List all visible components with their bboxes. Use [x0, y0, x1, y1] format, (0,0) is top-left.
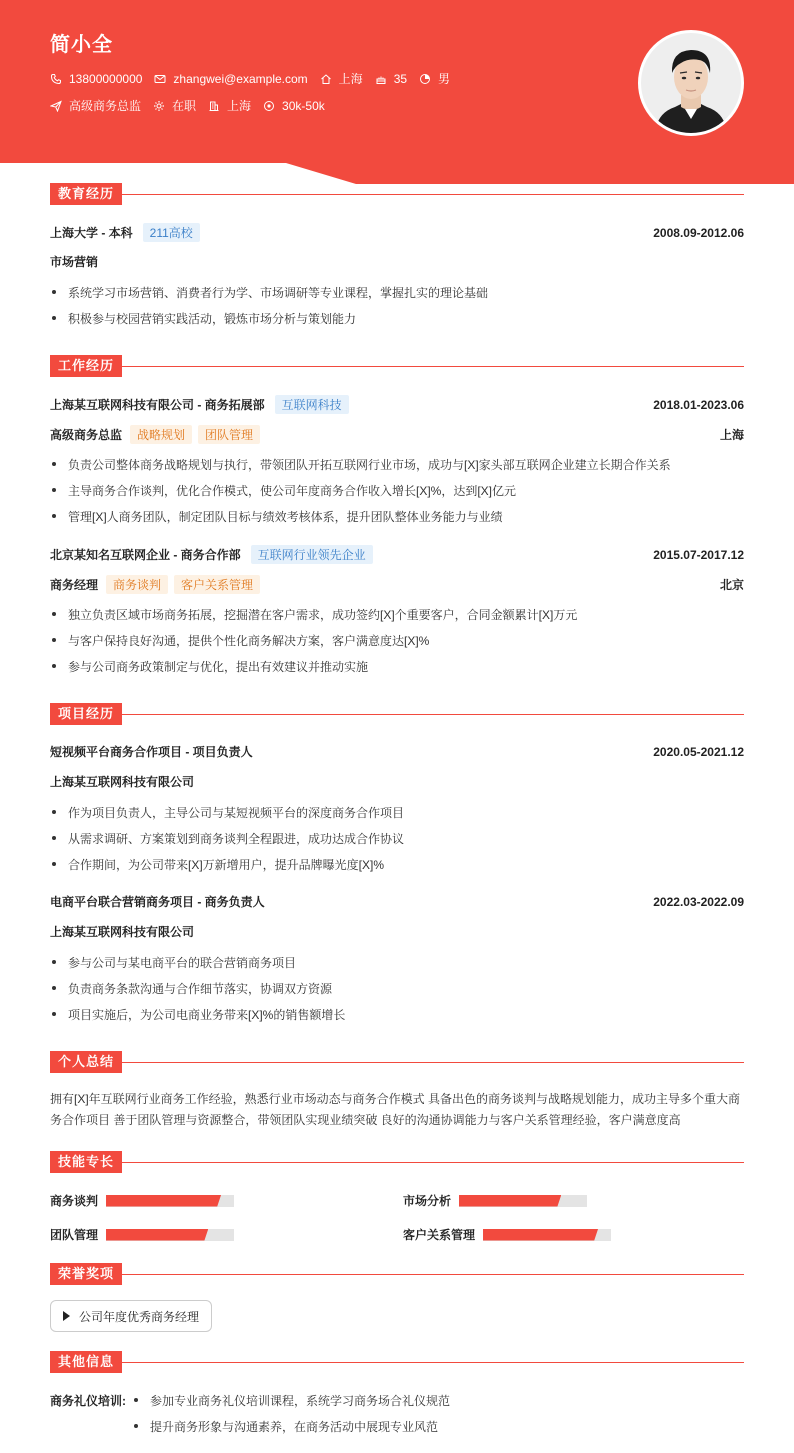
- candidate-name: 简小全: [50, 34, 113, 56]
- list-item: 主导商务合作谈判，优化合作模式，使公司年度商务合作收入增长[X]%，达到[X]亿元: [50, 482, 744, 499]
- email-info: [154, 72, 307, 86]
- list-item: 提升商务形象与沟通素养，在商务活动中展现专业风范: [132, 1418, 732, 1435]
- skill-item: [50, 1192, 234, 1209]
- skill-bar-fill: [106, 1229, 208, 1241]
- job-date: 2018.01-2023.06: [653, 397, 744, 412]
- education-header: [50, 223, 744, 242]
- gender-icon: [419, 73, 431, 85]
- skill-bar: [459, 1195, 587, 1207]
- skill-bar-fill: [106, 1195, 221, 1207]
- skill-bar-fill: [459, 1195, 561, 1207]
- section-title: [50, 1151, 744, 1173]
- project-date: 2022.03-2022.09: [653, 894, 744, 909]
- section-divider: [122, 366, 744, 367]
- skill-name: 商务谈判: [50, 1194, 99, 1208]
- project-company: 上海某互联网科技有限公司: [50, 925, 195, 939]
- phone-text: 13800000000: [69, 71, 143, 86]
- project-company-row: [50, 923, 744, 940]
- gender-text: 男: [438, 72, 451, 86]
- skill-tag: 团队管理: [198, 425, 260, 444]
- project-header: [50, 743, 744, 760]
- list-item: 参与公司与某电商平台的联合营销商务项目: [50, 954, 744, 971]
- section-label: 其他信息: [50, 1351, 122, 1373]
- list-item: 参加专业商务礼仪培训课程，系统学习商务场合礼仪规范: [132, 1392, 732, 1409]
- email-icon: [154, 73, 166, 85]
- projects-section: [50, 703, 744, 1033]
- other-section: [50, 1351, 744, 1446]
- section-label: 个人总结: [50, 1051, 122, 1073]
- list-item: 项目实施后，为公司电商业务带来[X]%的销售额增长: [50, 1006, 744, 1023]
- triangle-icon: [63, 1311, 70, 1321]
- education-date: 2008.09-2012.06: [653, 225, 744, 240]
- company-name: 北京某知名互联网企业 - 商务合作部: [50, 548, 241, 562]
- section-divider: [122, 1062, 744, 1063]
- list-item: 负责公司整体商务战略规划与执行，带领团队开拓互联网行业市场，成功与[X]家头部互联网企业建立长期合作关系: [50, 456, 744, 473]
- work-section: [50, 355, 744, 685]
- target-city-info: [208, 97, 251, 114]
- skill-name: 市场分析: [403, 1194, 452, 1208]
- summary-text: 拥有[X]年互联网行业商务工作经验，熟悉行业市场动态与商务合作模式 具备出色的商务谈判与战略规划能力，成功主导多个重大商务合作项目 善于团队管理与资源整合，带领团队实现业绩突破 良好的沟通协调能力与客户关系管理经验，客户满意度高: [50, 1092, 741, 1127]
- section-label: 项目经历: [50, 703, 122, 725]
- status-text: 在职: [172, 99, 197, 113]
- salary-text: 30k-50k: [282, 98, 325, 113]
- skill-bar: [483, 1229, 611, 1241]
- gender-info: [419, 70, 450, 87]
- section-divider: [122, 194, 744, 195]
- section-divider: [122, 714, 744, 715]
- section-title: [50, 703, 744, 725]
- list-item: 与客户保持良好沟通，提供个性化商务解决方案，客户满意度达[X]%: [50, 632, 744, 649]
- target-city-text: 上海: [227, 99, 252, 113]
- section-title: [50, 1263, 744, 1285]
- skill-name: 客户关系管理: [403, 1228, 476, 1242]
- list-item: 参与公司商务政策制定与优化，提出有效建议并推动实施: [50, 658, 744, 675]
- major-name: 市场营销: [50, 255, 99, 269]
- award-name: 公司年度优秀商务经理: [79, 1309, 200, 1324]
- section-divider: [122, 1162, 744, 1163]
- school-tag: 211高校: [143, 223, 200, 242]
- section-title: [50, 355, 744, 377]
- school-name: 上海大学 - 本科: [50, 226, 133, 240]
- coin-icon: [263, 100, 275, 112]
- email-text: zhangwei@example.com: [173, 71, 308, 86]
- avatar: [638, 30, 744, 136]
- resume-header: [0, 0, 794, 184]
- job-role-row: [50, 575, 744, 594]
- phone-info: [50, 72, 142, 86]
- project-date: 2020.05-2021.12: [653, 744, 744, 759]
- position-text: 高级商务总监: [69, 99, 142, 113]
- award-item: [50, 1300, 212, 1332]
- summary-section: [50, 1051, 744, 1136]
- list-item: 系统学习市场营销、消费者行为学、市场调研等专业课程，掌握扎实的理论基础: [50, 284, 744, 301]
- skill-tag: 战略规划: [130, 425, 192, 444]
- job-intent-row: [50, 97, 337, 114]
- skills-section: [50, 1151, 744, 1251]
- skill-bar: [106, 1195, 234, 1207]
- cake-icon: [375, 73, 387, 85]
- project-company-row: [50, 773, 744, 790]
- project-name: 短视频平台商务合作项目 - 项目负责人: [50, 745, 253, 759]
- section-label: 技能专长: [50, 1151, 122, 1173]
- list-item: 积极参与校园营销实践活动，锻炼市场分析与策划能力: [50, 310, 744, 327]
- home-icon: [320, 73, 332, 85]
- job-header: [50, 545, 744, 564]
- send-icon: [50, 100, 62, 112]
- city-info: [320, 70, 363, 87]
- age-info: [375, 72, 407, 86]
- company-tag: 互联网科技: [275, 395, 349, 414]
- gear-icon: [153, 100, 165, 112]
- skill-item: [403, 1192, 587, 1209]
- awards-section: [50, 1263, 744, 1338]
- section-divider: [122, 1362, 744, 1363]
- company-name: 上海某互联网科技有限公司 - 商务拓展部: [50, 398, 265, 412]
- section-title: [50, 1351, 744, 1373]
- job-location: 上海: [719, 428, 744, 442]
- skill-item: [50, 1226, 234, 1243]
- section-divider: [122, 1274, 744, 1275]
- major-row: [50, 253, 744, 270]
- skill-bar-fill: [483, 1229, 598, 1241]
- list-item: 管理[X]人商务团队，制定团队目标与绩效考核体系，提升团队整体业务能力与业绩: [50, 508, 744, 525]
- position-info: [50, 97, 141, 114]
- job-role: 高级商务总监: [50, 428, 123, 442]
- section-label: 荣誉奖项: [50, 1263, 122, 1285]
- contact-row: [50, 70, 462, 87]
- project-company: 上海某互联网科技有限公司: [50, 775, 195, 789]
- skill-tag: 客户关系管理: [174, 575, 260, 594]
- age-text: 35: [393, 71, 408, 86]
- list-item: 负责商务条款沟通与合作细节落实，协调双方资源: [50, 980, 744, 997]
- company-tag: 互联网行业领先企业: [251, 545, 373, 564]
- job-location: 北京: [719, 578, 744, 592]
- section-title: [50, 183, 744, 205]
- phone-icon: [50, 73, 62, 85]
- job-role-row: [50, 425, 744, 444]
- skill-tag: 商务谈判: [106, 575, 168, 594]
- list-item: 从需求调研、方案策划到商务谈判全程跟进，成功达成合作协议: [50, 830, 744, 847]
- avatar-portrait: [641, 33, 741, 133]
- other-label: 商务礼仪培训:: [50, 1394, 126, 1408]
- education-section: [50, 183, 744, 333]
- section-label: 教育经历: [50, 183, 122, 205]
- project-header: [50, 893, 744, 910]
- project-name: 电商平台联合营销商务项目 - 商务负责人: [50, 895, 265, 909]
- section-label: 工作经历: [50, 355, 122, 377]
- building-icon: [208, 100, 220, 112]
- list-item: 合作期间，为公司带来[X]万新增用户，提升品牌曝光度[X]%: [50, 856, 744, 873]
- list-item: 独立负责区域市场商务拓展，挖掘潜在客户需求，成功签约[X]个重要客户，合同金额累计[X]万元: [50, 606, 744, 623]
- status-info: [153, 97, 196, 114]
- city-text: 上海: [338, 72, 363, 86]
- skill-item: [403, 1226, 611, 1243]
- job-role: 商务经理: [50, 578, 99, 592]
- section-title: [50, 1051, 744, 1073]
- skill-name: 团队管理: [50, 1228, 99, 1242]
- job-date: 2015.07-2017.12: [653, 547, 744, 562]
- list-item: 作为项目负责人，主导公司与某短视频平台的深度商务合作项目: [50, 804, 744, 821]
- skill-bar: [106, 1229, 234, 1241]
- job-header: [50, 395, 744, 414]
- salary-info: [263, 99, 325, 113]
